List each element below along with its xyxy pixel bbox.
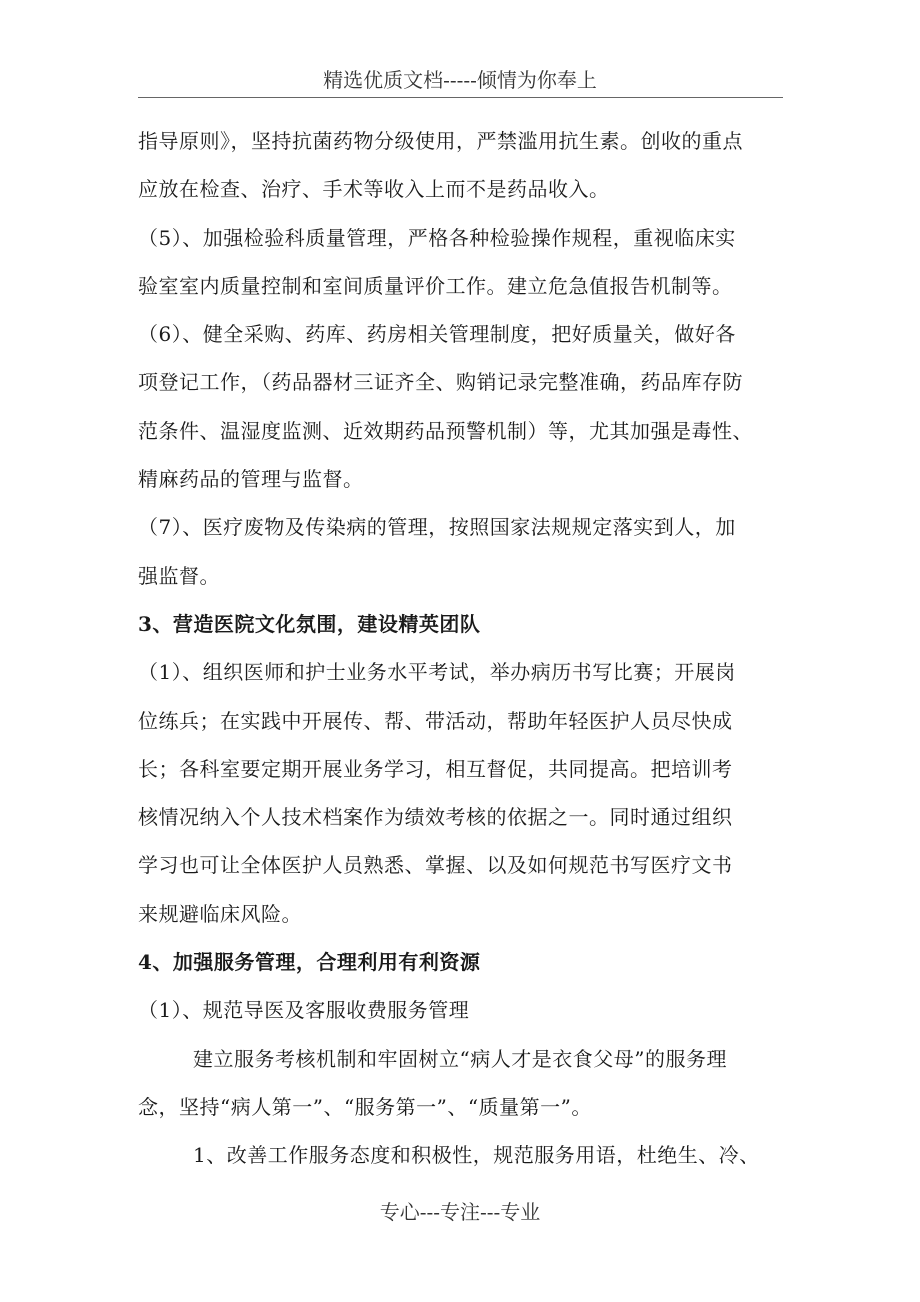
text-line: （6）、健全采购、药库、药房相关管理制度，把好质量关，做好各 <box>138 322 736 347</box>
page-footer: 专心---专注---专业 <box>379 1200 541 1224</box>
text-line: 来规避临床风险。 <box>138 901 302 926</box>
text-line: 长；各科室要定期开展业务学习，相互督促，共同提高。把培训考 <box>138 756 733 781</box>
text-line: 1、改善工作服务态度和积极性，规范服务用语，杜绝生、冷、 <box>193 1143 760 1168</box>
text-line: 项登记工作，（药品器材三证齐全、购销记录完整准确，药品库存防 <box>138 370 743 395</box>
text-line: 验室室内质量控制和室间质量评价工作。建立危急值报告机制等。 <box>138 273 733 298</box>
document-body <box>138 117 783 1180</box>
text-line: 应放在检查、治疗、手术等收入上而不是药品收入。 <box>138 177 610 202</box>
text-line: 学习也可让全体医护人员熟悉、掌握、以及如何规范书写医疗文书 <box>138 853 733 878</box>
text-line: 核情况纳入个人技术档案作为绩效考核的依据之一。同时通过组织 <box>138 805 733 830</box>
text-line: （7）、医疗废物及传染病的管理，按照国家法规规定落实到人，加 <box>138 515 736 540</box>
text-line: （1）、组织医师和护士业务水平考试，举办病历书写比赛；开展岗 <box>138 660 736 685</box>
text-line: 指导原则》，坚持抗菌药物分级使用，严禁滥用抗生素。创收的重点 <box>138 129 743 153</box>
header-divider <box>138 97 783 98</box>
text-line: 精麻药品的管理与监督。 <box>138 467 364 492</box>
text-line: （5）、加强检验科质量管理，严格各种检验操作规程，重视临床实 <box>138 225 736 250</box>
text-line: 建立服务考核机制和牢固树立“病人才是衣食父母”的服务理 <box>193 1046 727 1071</box>
text-line: 位练兵；在实践中开展传、帮、带活动，帮助年轻医护人员尽快成 <box>138 708 733 733</box>
text-line: 强监督。 <box>138 563 220 588</box>
text-line: 范条件、温湿度监测、近效期药品预警机制）等，尤其加强是毒性、 <box>138 418 753 443</box>
text-line: （1）、规范导医及客服收费服务管理 <box>138 998 470 1023</box>
section-heading: 3、营造医院文化氛围，建设精英团队 <box>138 611 481 636</box>
section-heading: 4、加强服务管理，合理利用有利资源 <box>138 950 481 975</box>
page-header: 精选优质文档-----倾情为你奉上 <box>323 68 597 92</box>
text-line: 念，坚持“病人第一”、“服务第一”、“质量第一”。 <box>138 1094 592 1119</box>
